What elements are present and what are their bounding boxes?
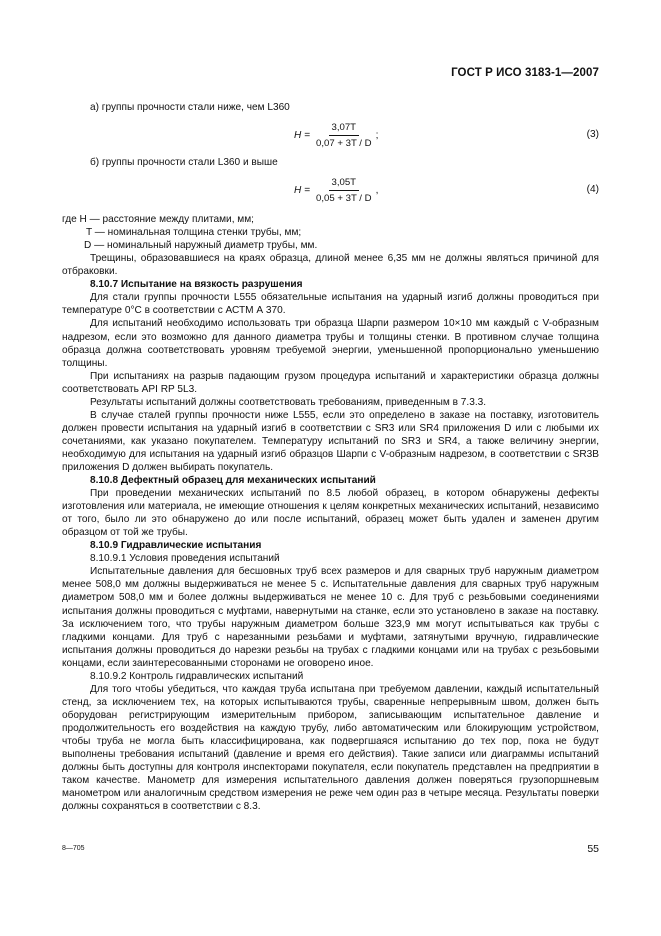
formula-3 <box>62 114 599 156</box>
formula-4-fraction <box>316 176 372 205</box>
intro-b: б) группы прочности стали L360 и выше <box>90 157 278 169</box>
sheet-number: 8—705 <box>62 845 85 852</box>
paragraph-8-10-7-1: Для стали группы прочности L555 обязательные испытания на ударный изгиб должны проводиться при температуре 0°С в соответствии с АСТМ А 370. <box>62 292 599 317</box>
formula-4-lhs: H = <box>294 184 310 196</box>
heading-8-10-9: 8.10.9 Гидравлические испытания <box>90 540 262 552</box>
formula-3-numerator: 3,07T <box>329 121 360 136</box>
where-line-3: D — номинальный наружный диаметр трубы, мм. <box>84 240 318 252</box>
intro-a: а) группы прочности стали ниже, чем L360 <box>90 102 290 113</box>
formula-3-number: (3) <box>586 129 599 141</box>
paragraph-8-10-7-4: Результаты испытаний должны соответствовать требованиям, приведенным в 7.3.3. <box>90 396 487 408</box>
where-line-2: T — номинальная толщина стенки трубы, мм; <box>86 227 302 239</box>
document-page <box>62 0 599 936</box>
paragraph-8-10-8: При проведении механических испытаний по 8.5 любой образец, в котором обнаружены дефекты изготовления или материала, не имеющие отношения к целям конкретных механических испытаний, независимо от того, было ли это обнаружено до или после испытаний, образец может быть удален и заменен другим образцом от той же трубы. <box>62 488 599 539</box>
paragraph-cracks: Трещины, образовавшиеся на краях образца, длиной менее 6,35 мм не должны являться причиной для отбраковки. <box>62 253 599 278</box>
heading-8-10-9-2: 8.10.9.2 Контроль гидравлических испытаний <box>90 670 304 682</box>
page-number: 55 <box>587 843 599 855</box>
document-body <box>62 96 599 813</box>
paragraph-8-10-7-5: В случае сталей группы прочности ниже L555, если это определено в заказе на поставку, изготовитель должен провести испытания на ударный изгиб в соответствии с SR3 или SR4 приложения D или с любыми их сочетаниями, как указано покупателем. Температуру испытаний по SR3 и SR4, а также величину энергии, необходимую для испытания на ударный изгиб образцов Шарпи с V-образным надрезом, в соответствии с SR3B приложения D должен выбирать покупатель. <box>62 409 599 473</box>
formula-3-fraction <box>316 121 372 150</box>
formula-3-punct: ; <box>375 129 379 141</box>
formula-3-denominator: 0,07 + 3T / D <box>316 137 372 149</box>
formula-4-denominator: 0,05 + 3T / D <box>316 192 372 204</box>
formula-3-lhs: H = <box>294 129 310 141</box>
heading-8-10-9-1: 8.10.9.1 Условия проведения испытаний <box>90 553 280 565</box>
heading-8-10-8: 8.10.8 Дефектный образец для механических испытаний <box>90 475 376 487</box>
formula-4-punct: , <box>375 184 379 196</box>
formula-4-numerator: 3,05T <box>329 176 360 191</box>
paragraph-8-10-9-2: Для того чтобы убедиться, что каждая труба испытана при требуемом давлении, каждый испытательный стенд, за исключением тех, на которых испытываются трубы, сваренные непрерывным швом, должен быть оборудован регистрирующим измерительным прибором, записывающим испытательное давление и продолжительность его воздействия на каждую трубу, либо автоматическим или блокирующим устройством, чтобы труба не могла быть классифицирована, как подвергшаяся испытанию до тех пор, пока не будут выполнены требования испытаний (давление и время его действия). Такие записи или диаграммы испытаний должны быть доступны для контроля инспекторами покупателя, если покупатель представлен на предприятии в таком качестве. Манометр для измерения испытательного давления должен поверяться грузопоршневым манометром или аналогичным средством измерения не реже чем один раз в четыре месяца. Результаты поверки должны сохраняться в соответствии с 8.3. <box>62 683 599 813</box>
document-id: ГОСТ Р ИСО 3183-1—2007 <box>451 67 599 79</box>
paragraph-8-10-9-1: Испытательные давления для бесшовных труб всех размеров и для сварных труб наружным диаметром менее 508,0 мм должны выдерживаться не менее 5 с. Испытательные давления для сварных труб наружным диаметром 508,0 мм и более должны выдерживаться не менее 10 с. Для труб с резьбовыми соединениями испытания должны проводиться с муфтами, навернутыми на станке, если это установлено в заказе на поставку. За исключением того, что трубы наружным диаметром больше 323,9 мм могут испытываться как трубы с гладкими концами. Для труб с нарезанными резьбами и муфтами, затянутыми вручную, гидравлические испытания должны проводиться до нарезки резьбы на трубах с гладкими концами или на трубах с резьбовыми концами, если заинтересованными сторонами не оговорено иное. <box>62 566 599 669</box>
paragraph-8-10-7-2: Для испытаний необходимо использовать три образца Шарпи размером 10×10 мм каждый с V-образным надрезом, если это возможно для данного диаметра трубы и толщины стенки. В противном случае толщина образца должна соответствовать уровням требуемой энергии, уменьшенной пропорционально уменьшению толщины. <box>62 318 599 369</box>
paragraph-8-10-7-3: При испытаниях на разрыв падающим грузом процедура испытаний и характеристики образца должны соответствовать API RP 5L3. <box>62 370 599 395</box>
formula-4 <box>62 169 599 211</box>
formula-4-number: (4) <box>586 184 599 196</box>
where-line-1: где H — расстояние между плитами, мм; <box>62 214 254 226</box>
heading-8-10-7: 8.10.7 Испытание на вязкость разрушения <box>90 279 303 291</box>
